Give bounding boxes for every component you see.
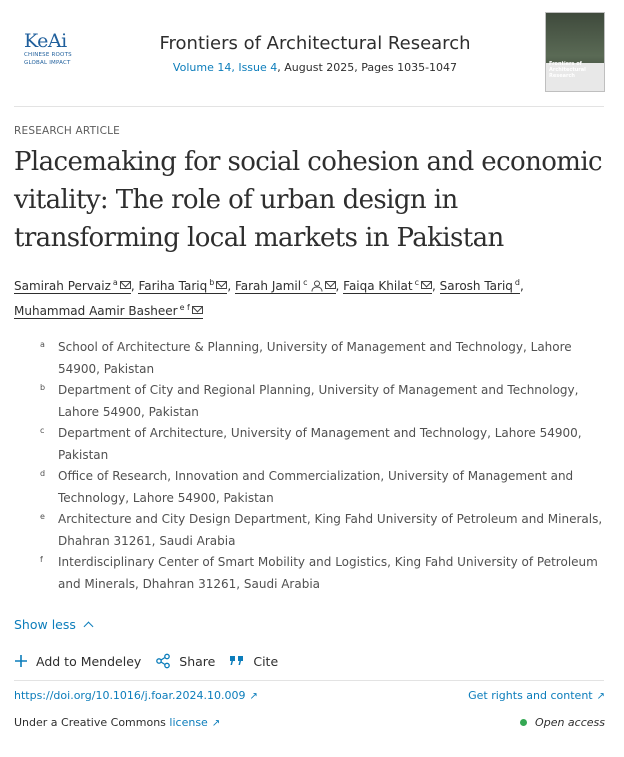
logo-tagline-2: GLOBAL IMPACT	[24, 59, 71, 66]
affiliation-text: Architecture and City Design Department, King Fahd University of Petroleum and Minerals, Dhahran 31261, Saudi Arabia	[58, 512, 603, 548]
journal-cover-image[interactable]	[545, 12, 605, 92]
quote-icon	[229, 654, 245, 668]
journal-header	[0, 0, 624, 106]
affiliation-text: Interdisciplinary Center of Smart Mobility and Logistics, King Fahd University of Petroleum and Minerals, Dhahran 31261, Saudi Arabia	[58, 555, 598, 591]
journal-title[interactable]: Frontiers of Architectural Research	[159, 33, 471, 54]
license-info	[14, 716, 220, 729]
affiliation-letter: c	[40, 426, 45, 435]
doi-text: https://doi.org/10.1016/j.foar.2024.10.009	[14, 689, 246, 702]
envelope-icon	[421, 281, 432, 289]
author-name: Fariha Tariq	[138, 279, 208, 293]
affiliation-letter: d	[40, 469, 46, 478]
affiliation-text: Office of Research, Innovation and Commercialization, University of Management and Technology, Lahore 54900, Pakistan	[58, 469, 574, 505]
external-link-icon: ↗	[211, 718, 221, 729]
affiliation-item	[40, 552, 610, 595]
keai-logo[interactable]	[24, 31, 84, 66]
license-prefix: Under a Creative Commons	[14, 716, 170, 729]
author-affiliation-marker: d	[514, 278, 520, 287]
affiliation-list	[40, 337, 610, 595]
author-name: Farah Jamil	[234, 279, 302, 293]
author-link[interactable]	[14, 304, 203, 319]
volume-issue-link[interactable]: Volume 14, Issue 4	[172, 61, 278, 74]
open-access-badge	[520, 716, 605, 729]
doi-link[interactable]	[14, 689, 258, 702]
affiliation-item	[40, 337, 610, 380]
external-link-icon: ↗	[596, 691, 605, 702]
add-to-mendeley-button[interactable]	[14, 654, 141, 669]
logo-tagline-1: CHINESE ROOTS	[24, 52, 72, 58]
author-list	[14, 272, 614, 322]
author-name: Muhammad Aamir Basheer	[14, 304, 178, 318]
author-separator: ,	[335, 279, 344, 293]
share-label: Share	[179, 653, 216, 669]
affiliation-text: School of Architecture & Planning, University of Management and Technology, Lahore 54900, Pakistan	[58, 340, 572, 376]
affiliation-item	[40, 509, 610, 552]
article-type-label: RESEARCH ARTICLE	[14, 125, 120, 137]
share-button[interactable]	[155, 653, 215, 669]
plus-icon	[14, 654, 28, 668]
author-affiliation-marker: a	[112, 278, 118, 287]
envelope-icon	[120, 281, 131, 289]
license-link[interactable]	[169, 716, 220, 729]
date-pages: , August 2025, Pages 1035-1047	[277, 61, 458, 74]
author-affiliation-marker: b	[209, 278, 215, 287]
author-link[interactable]	[440, 279, 520, 294]
external-link-icon: ↗	[249, 691, 258, 702]
author-affiliation-marker: e f	[179, 303, 190, 312]
cite-button[interactable]	[229, 654, 278, 669]
author-separator: ,	[130, 279, 139, 293]
envelope-icon	[216, 281, 227, 289]
license-link-text: license	[169, 716, 208, 729]
envelope-icon	[192, 306, 203, 314]
journal-volume-info	[110, 61, 520, 74]
envelope-icon	[325, 281, 336, 289]
author-link[interactable]	[138, 279, 227, 294]
author-link[interactable]	[14, 279, 131, 294]
open-access-dot-icon	[520, 719, 527, 726]
author-link[interactable]	[235, 279, 336, 294]
actions-divider	[14, 680, 604, 681]
author-separator: ,	[432, 279, 440, 293]
affiliation-text: Department of City and Regional Planning, University of Management and Technology, Lahore 54900, Pakistan	[58, 383, 579, 419]
author-separator: ,	[227, 279, 235, 293]
affiliation-letter: e	[40, 512, 45, 521]
affiliation-item	[40, 380, 610, 423]
author-name: Samirah Pervaiz	[14, 279, 111, 293]
affiliation-text: Department of Architecture, University of Management and Technology, Lahore 54900, Pakistan	[58, 426, 582, 462]
show-less-button[interactable]	[14, 617, 92, 632]
person-icon	[311, 280, 323, 292]
chevron-up-icon	[83, 622, 93, 632]
logo-wordmark: KeAi	[24, 30, 67, 52]
header-divider	[14, 106, 604, 107]
affiliation-letter: b	[40, 383, 46, 392]
affiliation-letter: a	[40, 340, 45, 349]
affiliation-item	[40, 466, 610, 509]
rights-link[interactable]	[468, 689, 605, 702]
cover-title: Frontiers of Architectural Research	[549, 61, 586, 79]
share-icon	[155, 653, 171, 669]
rights-text: Get rights and content	[468, 689, 593, 702]
author-link[interactable]	[343, 279, 432, 294]
author-affiliation-marker: c	[414, 278, 420, 287]
author-name: Faiqa Khilat	[343, 279, 413, 293]
mendeley-label: Add to Mendeley	[36, 653, 142, 669]
author-separator: ,	[520, 279, 524, 293]
article-title: Placemaking for social cohesion and economic vitality: The role of urban design in transforming local markets in Pakistan	[14, 147, 603, 253]
affiliation-item	[40, 423, 610, 466]
author-name: Sarosh Tariq	[439, 279, 513, 293]
affiliation-letter: f	[40, 555, 43, 564]
article-actions	[14, 652, 292, 670]
show-less-label: Show less	[14, 617, 76, 632]
author-affiliation-marker: c	[303, 278, 308, 287]
open-access-label: Open access	[535, 716, 605, 729]
cite-label: Cite	[253, 653, 279, 669]
